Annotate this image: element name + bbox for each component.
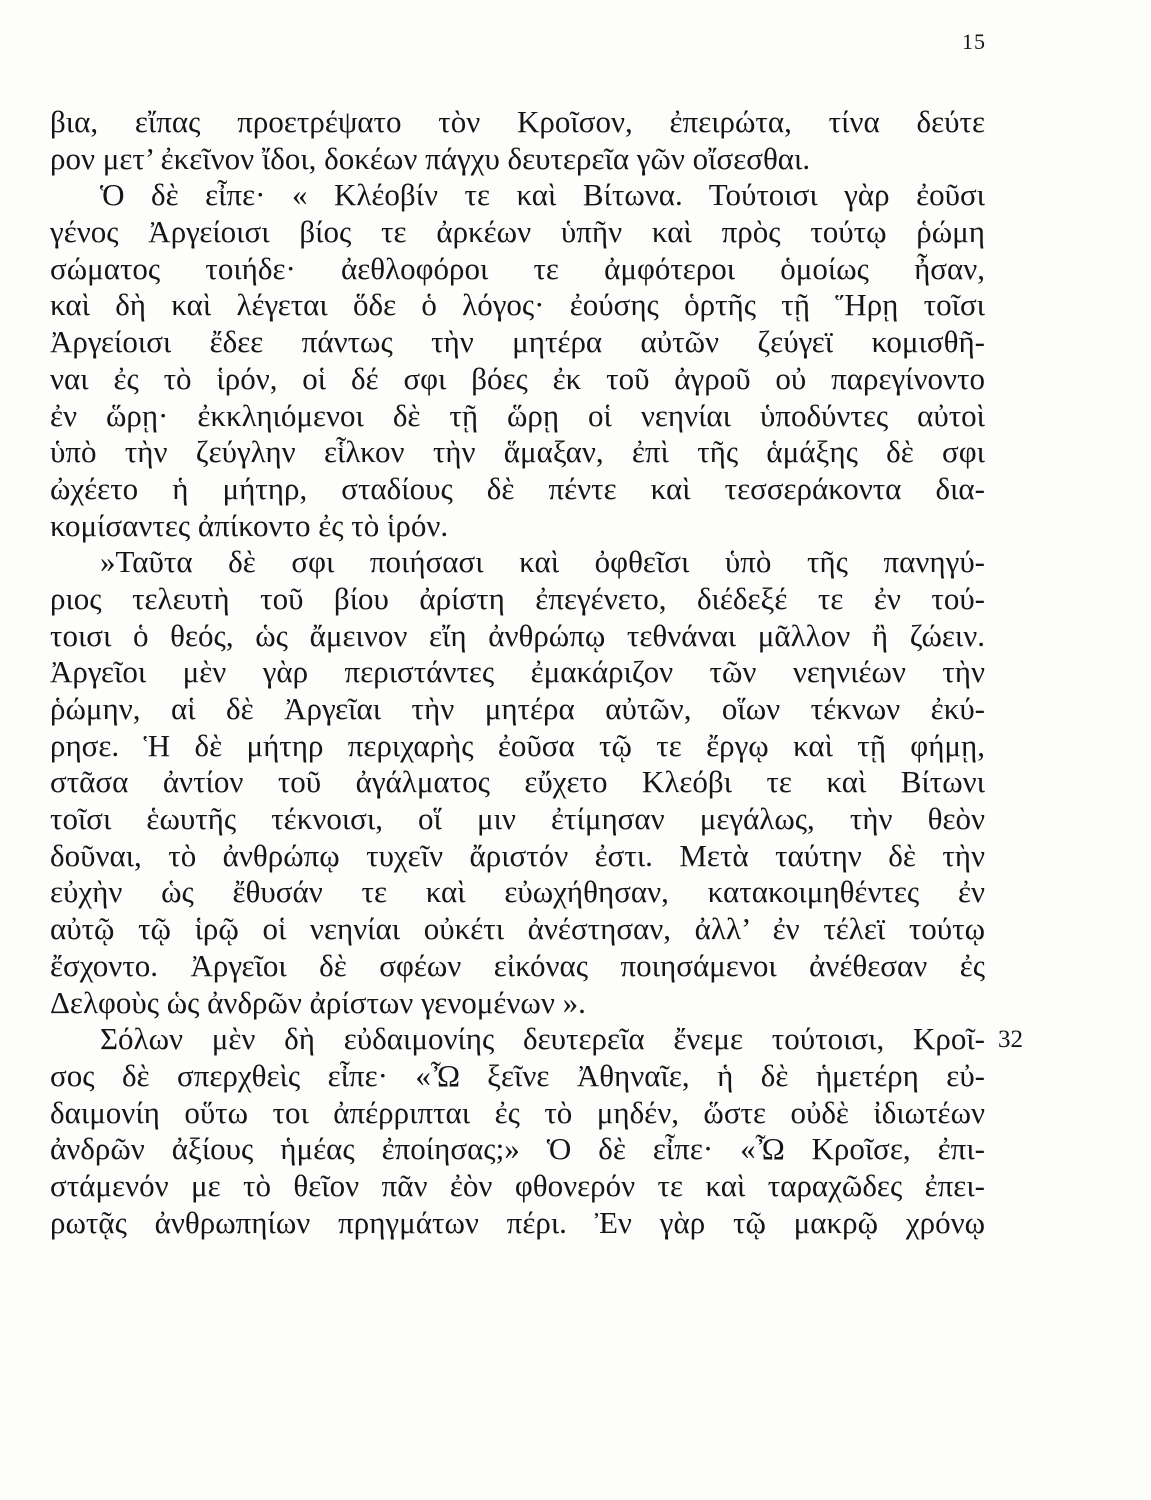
text-line: ρησε. Ἡ δὲ μήτηρ περιχαρὴς ἐοῦσα τῷ τε ἔργῳ καὶ τῇ φήμῃ, <box>50 727 985 763</box>
page-number: 15 <box>962 29 986 54</box>
text-line: ἀνδρῶν ἀξίους ἡμέας ἐποίησας;» Ὁ δὲ εἶπε· «Ὦ Κροῖσε, ἐπι- <box>50 1131 985 1167</box>
text-line: ὑπὸ τὴν ζεύγλην εἷλκον τὴν ἅμαξαν, ἐπὶ τῆς ἁμάξης δὲ σφι <box>50 434 985 470</box>
text-line: δαιμονίη οὕτω τοι ἀπέρριπται ἐς τὸ μηδέν, ὥστε οὐδὲ ἰδιωτέων <box>50 1094 985 1130</box>
text-line: αὐτῷ τῷ ἱρῷ οἱ νεηνίαι οὐκέτι ἀνέστησαν, ἀλλ’ ἐν τέλεϊ τούτῳ <box>50 911 985 947</box>
paragraph <box>50 177 985 544</box>
text-line: καὶ δὴ καὶ λέγεται ὅδε ὁ λόγος· ἐούσης ὁρτῆς τῇ Ἥρῃ τοῖσι <box>50 287 985 323</box>
text-line: τοισι ὁ θεός, ὡς ἄμεινον εἴη ἀνθρώπῳ τεθνάναι μᾶλλον ἢ ζώειν. <box>50 617 985 653</box>
text-line: κομίσαντες ἀπίκοντο ἐς τὸ ἱρόν. <box>50 507 449 543</box>
text-line: ἔσχοντο. Ἀργεῖοι δὲ σφέων εἰκόνας ποιησάμενοι ἀνέθεσαν ἐς <box>50 947 985 983</box>
paragraph <box>50 104 985 177</box>
text-line: Ἀργείοισι ἔδεε πάντως τὴν μητέρα αὐτῶν ζεύγεϊ κομισθῆ- <box>50 324 985 360</box>
text-line: ναι ἐς τὸ ἱρόν, οἱ δέ σφι βόες ἐκ τοῦ ἀγροῦ οὐ παρεγίνοντο <box>50 360 985 396</box>
section-number: 32 <box>998 1026 1023 1053</box>
text-line: δοῦναι, τὸ ἀνθρώπῳ τυχεῖν ἄριστόν ἐστι. Μετὰ ταύτην δὲ τὴν <box>50 837 985 873</box>
text-line: τοῖσι ἑωυτῆς τέκνοισι, οἵ μιν ἐτίμησαν μεγάλως, τὴν θεὸν <box>50 801 985 837</box>
text-line: ριος τελευτὴ τοῦ βίου ἀρίστη ἐπεγένετο, διέδεξέ τε ἐν τού- <box>50 580 985 616</box>
text-line: ρωτᾷς ἀνθρωπηίων πρηγμάτων πέρι. Ἐν γὰρ τῷ μακρῷ χρόνῳ <box>50 1204 985 1240</box>
text-line: ὠχέετο ἡ μήτηρ, σταδίους δὲ πέντε καὶ τεσσεράκοντα δια- <box>50 470 985 506</box>
body-text <box>50 104 985 1241</box>
text-line: ρον μετ’ ἐκεῖνον ἴδοι, δοκέων πάγχυ δευτερεῖα γῶν οἴσεσθαι. <box>50 140 811 176</box>
text-line: Σόλων μὲν δὴ εὐδαιμονίης δευτερεῖα ἔνεμε τούτοισι, Κροῖ- <box>100 1021 985 1057</box>
text-line: γένος Ἀργείοισι βίος τε ἀρκέων ὑπῆν καὶ πρὸς τούτῳ ῥώμη <box>50 214 985 250</box>
paragraph <box>50 1021 985 1241</box>
text-line: στᾶσα ἀντίον τοῦ ἀγάλματος εὔχετο Κλεόβι τε καὶ Βίτωνι <box>50 764 985 800</box>
text-line: Ἀργεῖοι μὲν γὰρ περιστάντες ἐμακάριζον τῶν νεηνιέων τὴν <box>50 654 985 690</box>
paragraph <box>50 544 985 1021</box>
text-line: Δελφοὺς ὡς ἀνδρῶν ἀρίστων γενομένων ». <box>50 984 586 1020</box>
text-line: Ὁ δὲ εἶπε· « Κλέοβίν τε καὶ Βίτωνα. Τούτοισι γὰρ ἐοῦσι <box>100 177 985 213</box>
text-line: σώματος τοιήδε· ἀεθλοφόροι τε ἀμφότεροι ὁμοίως ἦσαν, <box>50 250 985 286</box>
text-line: εὐχὴν ὡς ἔθυσάν τε καὶ εὐωχήθησαν, κατακοιμηθέντες ἐν <box>50 874 985 910</box>
text-line: σος δὲ σπερχθεὶς εἶπε· «Ὦ ξεῖνε Ἀθηναῖε, ἡ δὲ ἡμετέρη εὐ- <box>50 1057 985 1093</box>
text-line: ῥώμην, αἱ δὲ Ἀργεῖαι τὴν μητέρα αὐτῶν, οἵων τέκνων ἐκύ- <box>50 691 985 726</box>
text-line: »Ταῦτα δὲ σφι ποιήσασι καὶ ὀφθεῖσι ὑπὸ τῆς πανηγύ- <box>100 544 985 580</box>
text-line: ἐν ὥρῃ· ἐκκληιόμενοι δὲ τῇ ὥρῃ οἱ νεηνίαι ὑποδύντες αὐτοὶ <box>50 397 985 433</box>
text-line: στάμενόν με τὸ θεῖον πᾶν ἐὸν φθονερόν τε καὶ ταραχῶδες ἐπει- <box>50 1167 985 1203</box>
text-line: βια, εἴπας προετρέψατο τὸν Κροῖσον, ἐπειρώτα, τίνα δεύτε <box>50 104 985 139</box>
